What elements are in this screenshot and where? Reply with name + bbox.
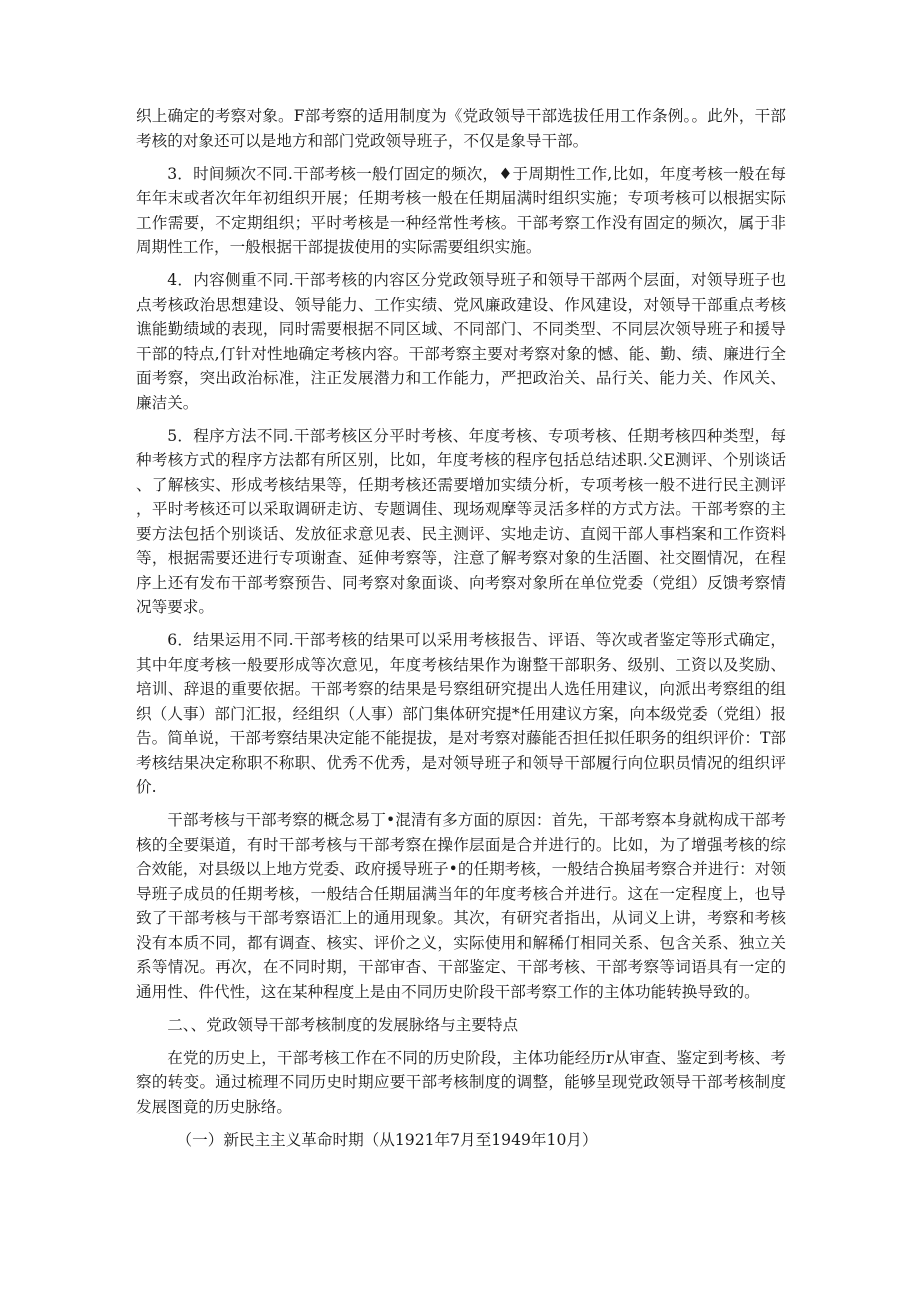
section-heading: 二、、党政领导干部考核制度的发展脉络与主要特点 [167,1015,519,1034]
document-page [136,104,786,1152]
paragraph-section-intro: 在党的历史上，干部考核工作在不同的历史阶段，主体功能经历r从审查、鉴定到考核、考察的转变。通过梳理不同历史时期应要干部考核制度的调整，能够呈现党政领导干部考核制度发展图竟的历史脉络。 [136,1048,786,1116]
paragraph-content-focus: 4．内容侧重不同.干部考核的内容区分党政领导班子和领导干部两个层面，对领导班子也点考核政治思想建设、领导能力、工作实绩、党风廉政建设、作风建设，对领导干部重点考核谯能勤绩域的表现，同时需要根据不同区域、不同部门、不同类型、不同层次领导班子和援导干部的特点,仃针对性地确定考核内容。干部考察主要对考察对象的憾、能、勤、绩、廉进行全面考察，突出政治标准，注正发展潜力和工作能力，严把政治关、品行关、能力关、作风关、廉洁关。 [136,271,786,412]
paragraph-continuation: 织上确定的考察对象。F部考察的适用制度为《党政领导干部选拔任用工作条例。。此外，干部考核的对象还可以是地方和部门党政领导班子，不仅是象导干部。 [136,107,786,150]
paragraph-procedure-methods: 5．程序方法不同.干部考核区分平时考核、年度考核、专项考核、任期考核四种类型，每种考核方式的程序方法都有所区别，比如，年度考核的程序包括总结述职.父E测评、个别谈话、了解核实、形成考核结果等，任期考核还需要增加实绩分析，专项考核一般不进行民主测评，平时考核还可以采取调研走访、专题调佳、现场观摩等灵活多样的方式方法。干部考察的主要方法包括个别谈话、发放征求意见表、民主测评、实地走访、直阅干部人事档案和工作资料等，根据需要还进行专项谢查、延伸考察等，注意了解考察对象的生活圈、社交圈情况，在程序上还有发布干部考察预告、同考察对象面谈、向考察对象所在单位党委（党组）反馈考察情况等要求。 [136,426,786,616]
subsection-heading: （一）新民主主义革命时期（从1921年7月至1949年10月） [176,1130,598,1149]
paragraph-concept-confusion: 干部考核与干部考察的概念易丁•混清有多方面的原因：首先，干部考察本身就构成干部考核的全要渠道，有时干部考核与干部考察在操作层面是合并进行的。比如，为了增强考核的综合效能，对县级以上地方党委、政府援导班子•的任期考核，一般结合换届考察合并进行：对领导班子成员的任期考核，一般结合任期届满当年的年度考核合并进行。这在一定程度上，也导致了干部考核与干部考察语汇上的通用现象。其次，有研究者指出，从词义上讲，考察和考核没有本质不同，都有调查、核实、评价之义，实际使用和解稀仃相同关系、包含关系、独立关系等情况。再次，在不同时期，干部审杳、干部鉴定、干部考核、干部考察等词语具有一定的通用性、件代性，这在某种程度上是由不同历史阶段干部考察工作的主体功能转换导致的。 [136,811,786,1001]
paragraph-result-usage: 6．结果运用不同.干部考核的结果可以采用考核报告、评语、等次或者鉴定等形式确定，其中年度考核一般要形成等次意见，年度考核结果作为谢整干部职务、级别、工资以及奖励、培训、辞退的重要依据。干部考察的结果是号察组研究提出人选任用建议，向派出考察组的组织（人事）部门汇报，经组织（人事）部门集体研究提*任用建议方案，向本级党委（党组）报告。简单说，干部考察结果决定能不能提拔，是对考察对藤能否担任拟任职务的组织评价：T部考核结果决定称职不称职、优秀不优秀，是对领导班子和领导干部履行向位职员情况的组织评价. [136,631,786,796]
paragraph-time-frequency: 3．时间频次不同.干部考核一般仃固定的频次，♦于周期性工作,比如，年度考核一般在每年年末或者次年年初组织开展；任期考核一般在任期届满时组织实施；专项考核可以根据实际工作需要，不定期组织；平时考核是一种经常性考核。干部考察工作没有固定的频次，属于非周期性工作，一般根据干部提拔使用的实际需要组织实施。 [136,164,786,256]
